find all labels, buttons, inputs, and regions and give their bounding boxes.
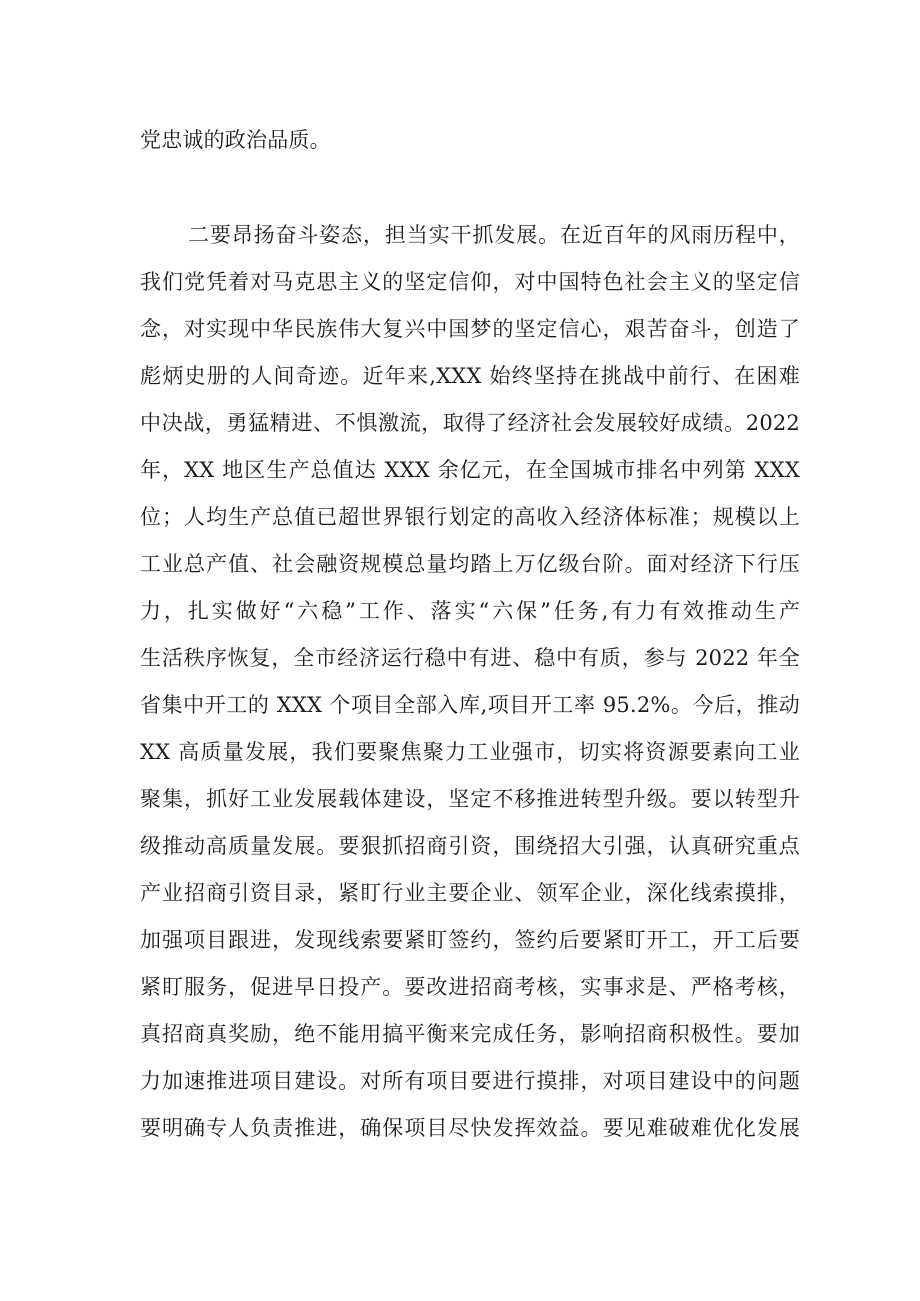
paragraph-2-line-1: 二要昂扬奋斗姿态，担当实干抓发展。在近百年的风雨历程中， [188, 223, 800, 247]
paragraph-2-line-18: 真招商真奖励，绝不能用搞平衡来完成任务，影响招商积极性。要加 [140, 1022, 800, 1046]
paragraph-2-line-2: 我们党凭着对马克思主义的坚定信仰，对中国特色社会主义的坚定信 [140, 270, 800, 294]
paragraph-2-line-3: 念，对实现中华民族伟大复兴中国梦的坚定信心，艰苦奋斗，创造了 [140, 317, 800, 341]
paragraph-2-line-10: 生活秩序恢复，全市经济运行稳中有进、稳中有质，参与 2022 年全 [140, 646, 800, 670]
paragraph-2-line-9: 力，扎实做好“六稳”工作、落实“六保”任务,有力有效推动生产 [140, 599, 800, 623]
paragraph-1-line-1: 党忠诚的政治品质。 [140, 128, 331, 152]
paragraph-2-line-7: 位；人均生产总值已超世界银行划定的高收入经济体标准；规模以上 [140, 505, 800, 529]
paragraph-2-line-12: XX 高质量发展，我们要聚焦聚力工业强市，切实将资源要素向工业 [140, 740, 800, 764]
paragraph-2-line-8: 工业总产值、社会融资规模总量均踏上万亿级台阶。面对经济下行压 [140, 552, 800, 576]
paragraph-2-line-11: 省集中开工的 XXX 个项目全部入库,项目开工率 95.2%。今后，推动 [140, 693, 800, 717]
paragraph-2-line-5: 中决战，勇猛精进、不惧激流，取得了经济社会发展较好成绩。2022 [140, 411, 800, 435]
paragraph-2-line-15: 产业招商引资目录，紧盯行业主要企业、领军企业，深化线索摸排， [140, 881, 800, 905]
paragraph-2-line-17: 紧盯服务，促进早日投产。要改进招商考核，实事求是、严格考核， [140, 975, 800, 999]
paragraph-2-line-20: 要明确专人负责推进，确保项目尽快发挥效益。要见难破难优化发展 [140, 1116, 800, 1140]
paragraph-2-line-19: 力加速推进项目建设。对所有项目要进行摸排，对项目建设中的问题 [140, 1069, 800, 1093]
paragraph-2-line-6: 年，XX 地区生产总值达 XXX 余亿元，在全国城市排名中列第 XXX [140, 458, 800, 482]
paragraph-2-line-16: 加强项目跟进，发现线索要紧盯签约，签约后要紧盯开工，开工后要 [140, 928, 800, 952]
paragraph-2-line-4: 彪炳史册的人间奇迹。近年来,XXX 始终坚持在挑战中前行、在困难 [140, 364, 800, 388]
paragraph-2-line-13: 聚集，抓好工业发展载体建设，坚定不移推进转型升级。要以转型升 [140, 787, 800, 811]
paragraph-2-line-14: 级推动高质量发展。要狠抓招商引资，围绕招大引强，认真研究重点 [140, 834, 800, 858]
